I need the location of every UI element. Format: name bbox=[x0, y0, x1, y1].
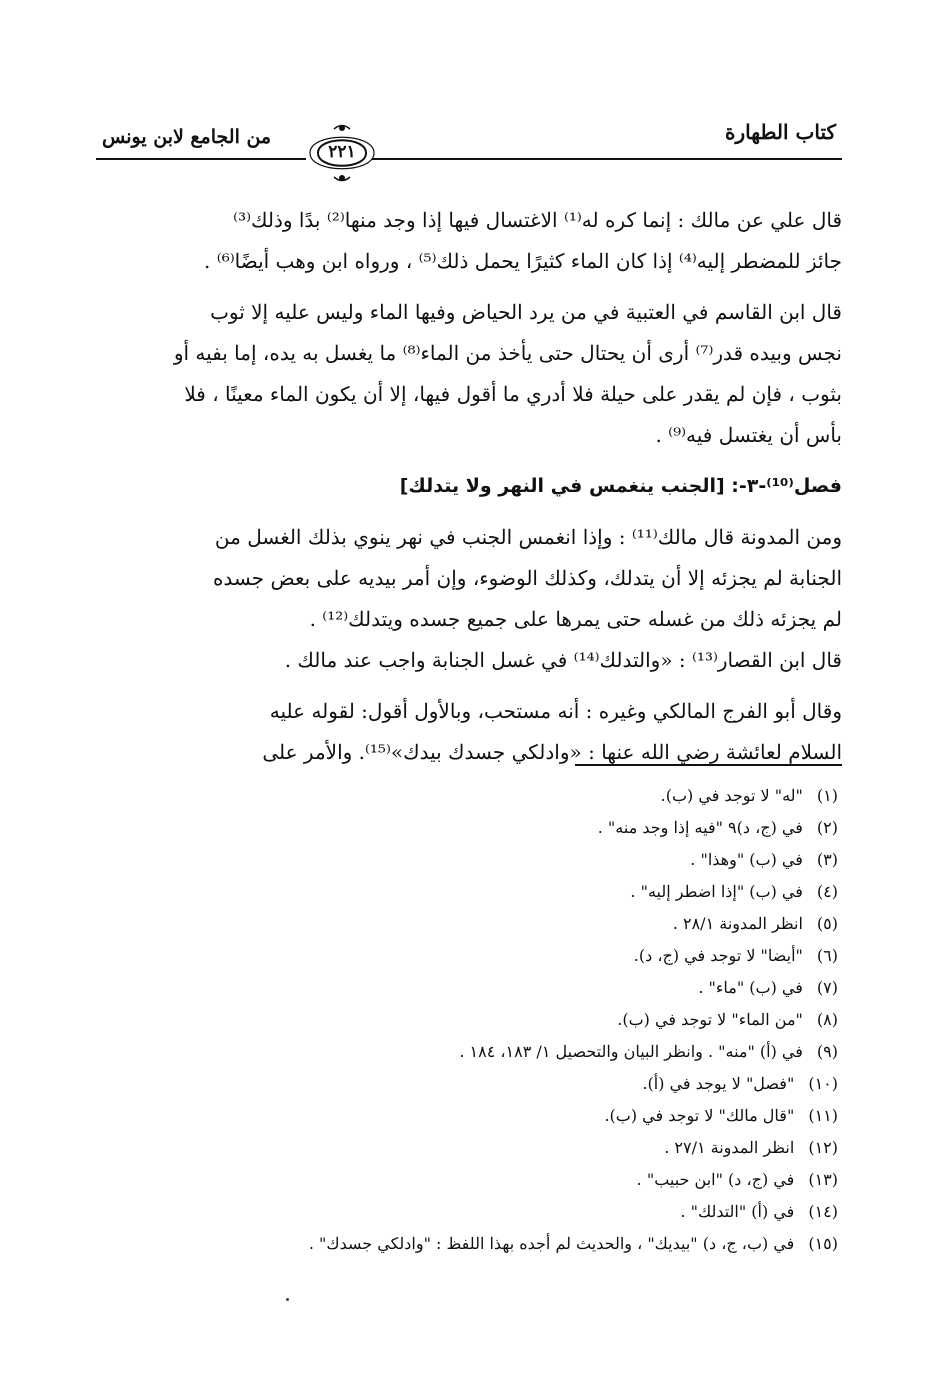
footnote-text: في (ب) "وهذا" . bbox=[690, 850, 803, 869]
page-number: ٢٢١ bbox=[328, 142, 356, 162]
footnote-item bbox=[200, 940, 838, 972]
footnote-text: انظر المدونة ٢٧/١ . bbox=[664, 1138, 795, 1157]
footnote-separator bbox=[575, 764, 842, 766]
footnote-number: (١٥) bbox=[808, 1234, 838, 1253]
footnote-text: في (أ) "منه" . وانظر البيان والتحصيل ١/ ١٨٣، ١٨٤ . bbox=[459, 1042, 803, 1061]
text-line: بأس أن يغتسل فيه⁽⁹⁾ . bbox=[655, 423, 842, 447]
footnote-number: (٤) bbox=[816, 882, 838, 901]
footnote-item bbox=[200, 1196, 838, 1228]
main-text bbox=[128, 200, 842, 773]
book-title: كتاب الطهارة bbox=[725, 120, 836, 144]
footnote-text: في (ب، ج، د) "بيديك" ، والحديث لم أجده بهذا اللفظ : "وادلكي جسدك" . bbox=[308, 1234, 795, 1253]
footnote-item bbox=[200, 876, 838, 908]
print-speck bbox=[286, 1298, 289, 1301]
footnote-text: في (ب) "ماء" . bbox=[698, 978, 803, 997]
text-line: قال علي عن مالك : إنما كره له⁽¹⁾ الاغتسال فيها إذا وجد منها⁽²⁾ بدًا وذلك⁽³⁾ bbox=[233, 208, 842, 232]
text-line: بثوب ، فإن لم يقدر على حيلة فلا أدري ما أقول فيها، إلا أن يكون الماء معينًا ، فلا bbox=[184, 382, 842, 406]
footnote-number: (٦) bbox=[816, 946, 838, 965]
text-line: جائز للمضطر إليه⁽⁴⁾ إذا كان الماء كثيرًا يحمل ذلك⁽⁵⁾ ، ورواه ابن وهب أيضًا⁽⁶⁾ . bbox=[204, 249, 842, 273]
text-line: قال ابن القاسم في العتبية في من يرد الحياض وفيها الماء وليس عليه إلا ثوب bbox=[210, 300, 842, 324]
footnote-text: "قال مالك" لا توجد في (ب). bbox=[604, 1106, 795, 1125]
section-title: من الجامع لابن يونس bbox=[102, 126, 272, 148]
page-number-ornament bbox=[306, 122, 378, 184]
footnote-text: "له" لا توجد في (ب). bbox=[660, 786, 803, 805]
footnote-number: (٣) bbox=[816, 850, 838, 869]
footnote-number: (١٤) bbox=[808, 1202, 838, 1221]
footnote-text: "فصل" لا يوجد في (أ). bbox=[642, 1074, 795, 1093]
footnotes bbox=[200, 780, 838, 1260]
footnote-number: (١٣) bbox=[808, 1170, 838, 1189]
text-line: الجنابة لم يجزئه إلا أن يتدلك، وكذلك الوضوء، وإن أمر بيديه على بعض جسده bbox=[212, 566, 842, 590]
footnote-text: في (ج، د) "ابن حبيب" . bbox=[636, 1170, 795, 1189]
footnote-number: (٩) bbox=[816, 1042, 838, 1061]
text-line: السلام لعائشة رضي الله عنها : «وادلكي جسدك بيدك»⁽¹⁵⁾. والأمر على bbox=[262, 740, 842, 764]
footnote-item bbox=[200, 1228, 838, 1260]
section-heading: فصل⁽¹⁰⁾-٣-: [الجنب ينغمس في النهر ولا يتدلك] bbox=[399, 475, 842, 497]
footnote-number: (٥) bbox=[816, 914, 838, 933]
footnote-item bbox=[200, 908, 838, 940]
text-line: قال ابن القصار⁽¹³⁾ : «والتدلك⁽¹⁴⁾ في غسل الجنابة واجب عند مالك . bbox=[284, 648, 842, 672]
page-header bbox=[96, 118, 842, 188]
footnote-number: (١٠) bbox=[808, 1074, 838, 1093]
footnote-item bbox=[200, 1132, 838, 1164]
footnote-text: "أيضا" لا توجد في (ج، د). bbox=[633, 946, 803, 965]
footnote-item bbox=[200, 1100, 838, 1132]
footnote-number: (١) bbox=[816, 786, 838, 805]
footnote-number: (٧) bbox=[816, 978, 838, 997]
footnote-text: انظر المدونة ٢٨/١ . bbox=[672, 914, 803, 933]
header-rule-right bbox=[372, 158, 842, 160]
footnote-item bbox=[200, 1164, 838, 1196]
footnote-item bbox=[200, 844, 838, 876]
text-line: وقال أبو الفرج المالكي وغيره : أنه مستحب، وبالأول أقول: لقوله عليه bbox=[269, 699, 842, 723]
footnote-item bbox=[200, 972, 838, 1004]
text-line: ومن المدونة قال مالك⁽¹¹⁾ : وإذا انغمس الجنب في نهر ينوي بذلك الغسل من bbox=[214, 525, 842, 549]
footnote-item bbox=[200, 1068, 838, 1100]
footnote-item bbox=[200, 812, 838, 844]
footnote-number: (١١) bbox=[808, 1106, 838, 1125]
footnote-text: "من الماء" لا توجد في (ب). bbox=[617, 1010, 803, 1029]
footnote-item bbox=[200, 1036, 838, 1068]
text-line: نجس وبيده قدر⁽⁷⁾ أرى أن يحتال حتى يأخذ من الماء⁽⁸⁾ ما يغسل به يده، إما بفيه أو bbox=[173, 341, 842, 365]
footnote-text: في (ج، د)٩ "فيه إذا وجد منه" . bbox=[597, 818, 803, 837]
footnote-item bbox=[200, 1004, 838, 1036]
header-rule-left bbox=[96, 158, 306, 160]
footnote-number: (٨) bbox=[816, 1010, 838, 1029]
footnote-number: (٢) bbox=[816, 818, 838, 837]
footnote-number: (١٢) bbox=[808, 1138, 838, 1157]
footnote-item bbox=[200, 780, 838, 812]
footnote-text: في (ب) "إذا اضطر إليه" . bbox=[630, 882, 803, 901]
text-line: لم يجزئه ذلك من غسله حتى يمرها على جميع جسده ويتدلك⁽¹²⁾ . bbox=[309, 607, 842, 631]
footnote-text: في (أ) "التدلك" . bbox=[680, 1202, 795, 1221]
